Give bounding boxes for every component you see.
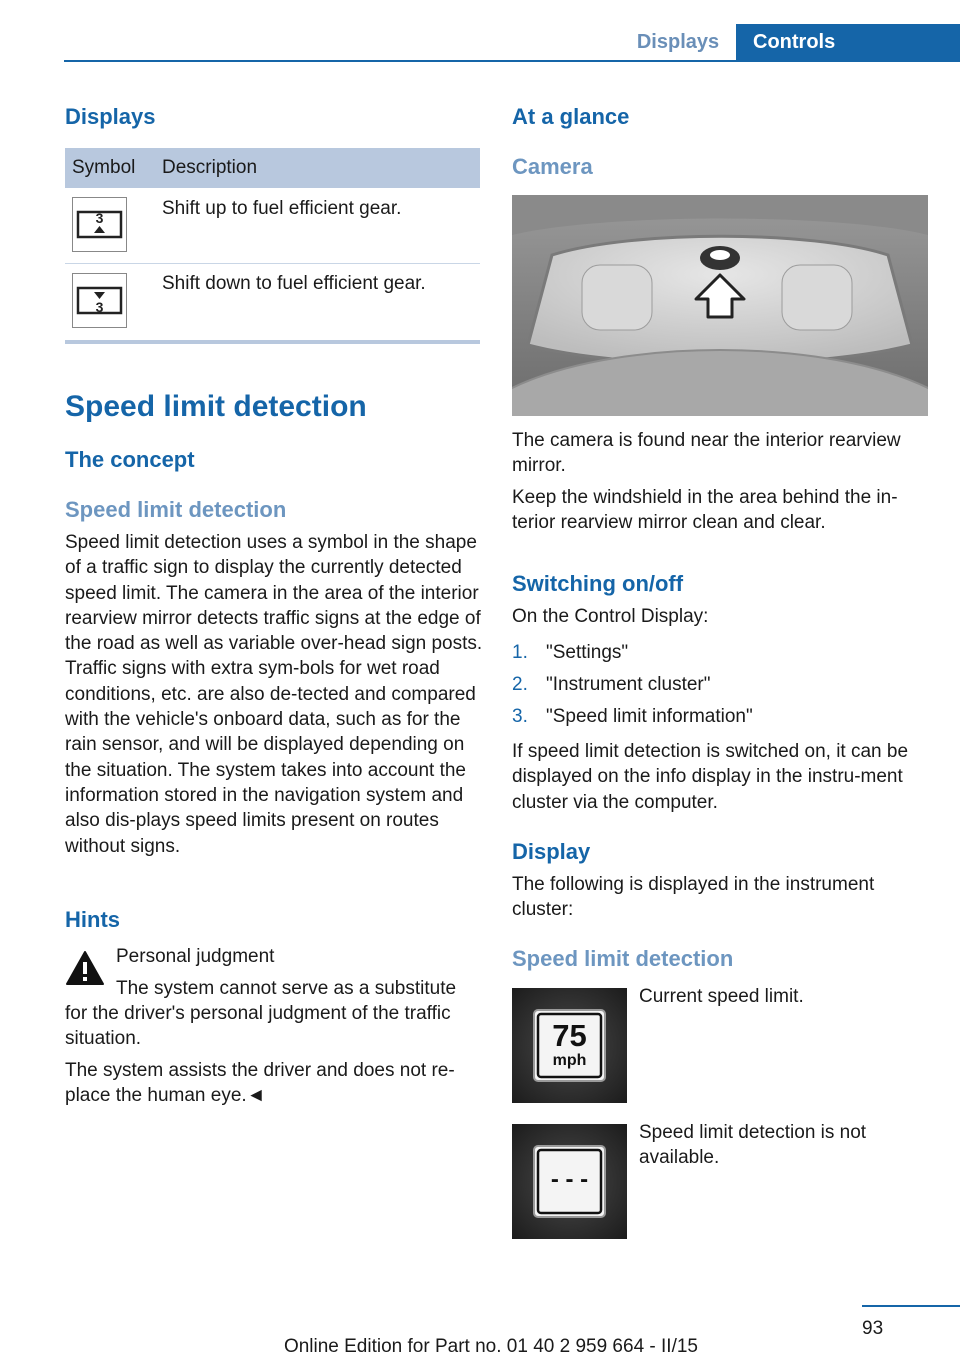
- sld-subtitle: Speed limit detection: [512, 946, 734, 971]
- switch-title: Switching on/off: [512, 571, 684, 596]
- display-title: Display: [512, 839, 591, 864]
- warning-text-rest: for the driver's personal judgment of the traffic situation.: [65, 1003, 451, 1050]
- camera-text1: The camera is found near the interior rearview mirror.: [512, 430, 901, 477]
- table-row-desc: Shift down to fuel efficient gear.: [162, 273, 426, 294]
- list-item: [512, 674, 928, 706]
- speed-limit-sign-image: [512, 988, 627, 1103]
- warning-icon: [65, 950, 105, 986]
- page-number: 93: [862, 1318, 884, 1339]
- edition-text: Online Edition for Part no. 01 40 2 959 664 - II/15: [283, 1336, 698, 1357]
- list-item: [512, 642, 928, 674]
- sign2-text: Speed limit detection is not available.: [639, 1122, 867, 1169]
- step-text: "Instrument cluster": [546, 674, 711, 695]
- camera-location-image: [512, 195, 928, 416]
- sign-dashes: - - -: [550, 1166, 589, 1193]
- table-bottom-rule: [65, 340, 480, 344]
- svg-text:3: 3: [95, 299, 104, 315]
- concept-text: Speed limit detection uses a symbol in the shape of a traffic sign to display the currently detected speed limit. The camera in the area of the interior rearview mirror detects traffic signs at the edge of the road as well as variable over‐head sign posts. Traffic signs with extra sym‐bols for wet road conditions, etc. are also de‐tected and compared with the vehicle's onboard data, such as for the rain sensor, and will be displayed depending on the situation. The system takes into account the information stored in the navigation system and also dis‐plays speed limits present on routes without signs.: [65, 532, 483, 857]
- step-number: 3.: [512, 706, 528, 727]
- table-row-divider: [65, 263, 480, 264]
- col-symbol: Symbol: [72, 157, 136, 178]
- sign-speed-value: 75: [552, 1018, 587, 1053]
- step-text: "Settings": [546, 642, 629, 663]
- step-text: "Speed limit information": [546, 706, 753, 727]
- svg-text:3: 3: [95, 210, 104, 226]
- header-rule: [64, 60, 960, 62]
- steps-list: [512, 642, 928, 738]
- displays-title: Displays: [65, 104, 156, 129]
- header-tab-displays: Displays: [636, 31, 720, 53]
- list-item: [512, 706, 928, 738]
- shift-down-gear-icon: [72, 273, 127, 328]
- header-tab-controls: Controls: [736, 24, 960, 61]
- section-title: Speed limit detection: [65, 390, 367, 423]
- step-number: 1.: [512, 642, 528, 663]
- camera-subtitle: Camera: [512, 154, 593, 179]
- step-number: 2.: [512, 674, 528, 695]
- sign-speed-unit: mph: [552, 1052, 587, 1069]
- warning-text2: The system assists the driver and does not re‐place the human eye.◄: [65, 1060, 455, 1107]
- sign1-text: Current speed limit.: [639, 986, 804, 1007]
- table-header: [65, 148, 480, 188]
- shift-up-gear-icon: [72, 197, 127, 252]
- display-text: The following is displayed in the instrument cluster:: [512, 874, 875, 921]
- col-description: Description: [162, 157, 258, 178]
- glance-title: At a glance: [512, 104, 630, 129]
- warning-text-first: The system cannot serve as a substitute: [116, 978, 457, 999]
- speed-limit-unavailable-image: [512, 1124, 627, 1239]
- hints-title: Hints: [65, 907, 120, 932]
- table-row-desc: Shift up to fuel efficient gear.: [162, 198, 402, 219]
- switch-intro: On the Control Display:: [512, 606, 709, 627]
- footer-rule: [862, 1305, 960, 1307]
- concept-subtitle: Speed limit detection: [65, 497, 287, 522]
- camera-text2: Keep the windshield in the area behind the in‐terior rearview mirror clean and clear.: [512, 487, 898, 534]
- switch-after: If speed limit detection is switched on, it can be displayed on the info display in the instru‐ment cluster via the computer.: [512, 741, 909, 813]
- warning-label: Personal judgment: [116, 946, 275, 967]
- concept-title: The concept: [65, 447, 195, 472]
